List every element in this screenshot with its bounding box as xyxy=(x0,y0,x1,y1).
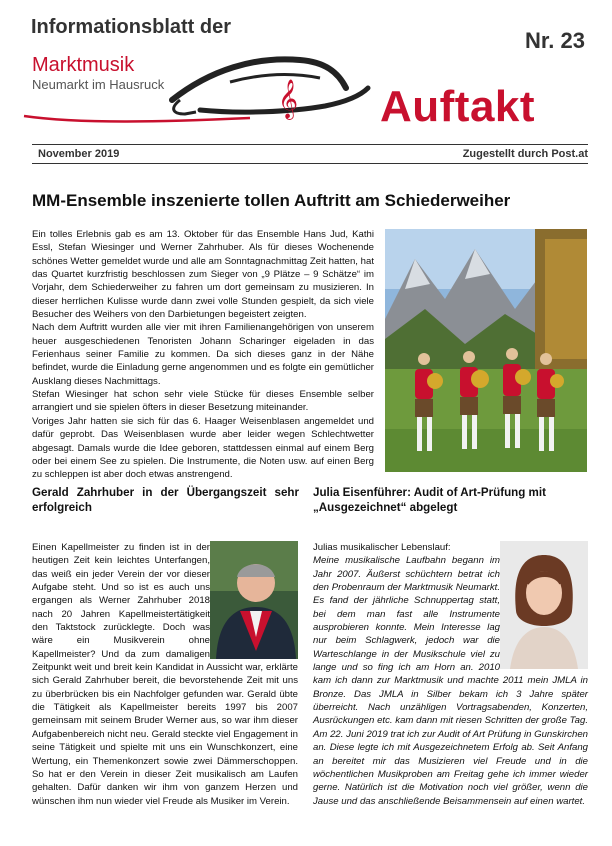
delivered-by: Zugestellt durch Post.at xyxy=(462,148,588,160)
paragraph: Stefan Wiesinger hat schon sehr viele Stücke für dieses Ensemble selber arrangiert und sie spielen öfters in dieser Besetzung miteinander. xyxy=(32,389,374,414)
article3-quote: Meine musikalische Laufbahn begann im Jahr 2007. Äußerst schüchtern betrat ich den Probenraum der Marktmusik Neumarkt. Es fand der jährliche Schnuppertag statt, bei dem man fast alle Instrumente ausprobieren konnte. Mein Interesse lag nur beim Schlagwerk, jedoch war die Warteschlange in der Musikschule viel zu lange und so fing ich am Horn an. 2010 kam ich dann zur Marktmusik und machte 2011 mein JMLA in Bronze. Das JMLA in Silber bekam ich 3 Jahre später überreicht. Nach unzähligen Vortragsabenden, Konzerten, Ausrückungen etc. kam dann mit riesen Schritten der große Tag. Am 22. Juni 2019 trat ich zur Audit of Art Prüfung in Gunskirchen an. Diese legte ich mit Ausgezeichnetem Erfolg ab. Seit Anfang an bereitet mir das Musizieren viel Freude und in die wöchentlichen Musikproben am Freitag gehe ich immer wieder gerne. Natürlich ist die Motivation noch viel größer, wenn die Jause und das anschließende Beisammensein auf einen wartet. xyxy=(313,555,588,807)
header-rule-top xyxy=(32,144,588,145)
treble-clef-icon xyxy=(278,79,298,120)
org-place: Neumarkt im Hausruck xyxy=(32,77,165,92)
article2-headline: Gerald Zahrhuber in der Übergangszeit sehr erfolgreich xyxy=(32,486,299,514)
brand-title: Auftakt xyxy=(380,82,536,131)
ensemble-photo xyxy=(385,229,587,472)
masthead-title: Informationsblatt der xyxy=(31,16,232,38)
article3-headline: Julia Eisenführer: Audit of Art-Prüfung mit „Ausgezeichnet“ abgelegt xyxy=(313,486,546,514)
portrait-gerald xyxy=(210,541,298,659)
paragraph: Einen Kapellmeister zu finden ist in der heutigen Zeit kein leichtes Unterfangen, das weiß ein jeder Verein der vor dieser Aufgabe steht. Und so ist es auch uns ergangen als Werner Zahrhuber 2018 nach 20 Jahren Kapellmeistertätigkeit den Taktstock zurücklegte. Doch was wäre ein Musikverein ohne Kapellmeister? Und da zum damaligen Zeitpunkt weit und breit kein Kandidat in Aussicht war, erklärte sich Gerald Zahrhuber bereit, die bevorstehende Zeit mit uns zu überbrücken bis ein Nachfolger gefunden war. Gerald übte die Tätigkeit als Kapellmeister bereits 1997 bis 2007 gemeinsam mit seinem Bruder Werner aus, so war ihm dieser Aufgabenbereich nicht neu. Gerald steckte viel Engagement in seine Tätigkeit und spielte mit uns ein Wunschkonzert, eine Wertung, ein Themenkonzert sowie zwei Dämmerschoppen. So hat er den Verein in dieser Zeit musikalisch am Laufen gehalten. Dafür danken wir ihm von ganzem Herzen und wünschen ihm nun wieder viel Freude als Musiker im Verein. xyxy=(32,542,298,807)
paragraph: Ein tolles Erlebnis gab es am 13. Oktober für das Ensemble Hans Jud, Kathi Essl, Stefan Wiesinger und Werner Zahrhuber. Als für dieses Wochenende schönes Wetter gemeldet wurde und alle am Sonntagnachmittag Zeit hatten, hat das Quartet kurzfristig beschlossen zum Sieger von „9 Plätze – 9 Schätze“ im Vorjahr, dem Schiederweiher zu fahren um dort gemeinsam zu musizieren. In dieser herrlichen Kulisse wurde dann zwei volle Stunden gespielt, da sich viele Besucher des Weihers von den Darbietungen begeistert zeigten. xyxy=(32,229,374,321)
issue-number: Nr. 23 xyxy=(525,28,585,53)
article3-body xyxy=(313,541,588,808)
svg-text:𝄞: 𝄞 xyxy=(278,79,299,119)
org-name: Marktmusik xyxy=(32,54,135,76)
paragraph: Voriges Jahr hatten sie sich für das 6. Haager Weisenblasen angemeldet und dafür geprobt. Das Weisenblasen wurde aber leider wegen Schlechtwetter abgesagt. Damals wurde die Idee geboren, stattdessen einmal auf einem Berg oder bei einem See zu spielen. Die Instrumente, die Noten usw. auf einen Berg zu schleppen ist aber doch etwas anstrengend. xyxy=(32,415,374,481)
article3-intro: Julias musikalischer Lebenslauf: xyxy=(313,542,451,553)
portrait-julia xyxy=(500,541,588,669)
article1-body xyxy=(32,228,374,482)
article2-body xyxy=(32,541,298,808)
paragraph: Nach dem Auftritt wurden alle vier mit ihren Familienangehörigen von unserem heuer ausgeschiedenen Tenoristen Johann Scharinger eigeladen in das Ferienhaus seiner Familie zu kommen. Da sich dieses ganz in der Nähe befindet, wurde die Einladung gerne angenommen und es folgte ein gemütlicher Ausklang dieses Nachmittags. xyxy=(32,322,374,387)
issue-date: November 2019 xyxy=(38,148,120,160)
header-rule-bottom xyxy=(32,163,588,164)
article1-headline: MM-Ensemble inszenierte tollen Auftritt am Schiederweiher xyxy=(32,191,511,210)
